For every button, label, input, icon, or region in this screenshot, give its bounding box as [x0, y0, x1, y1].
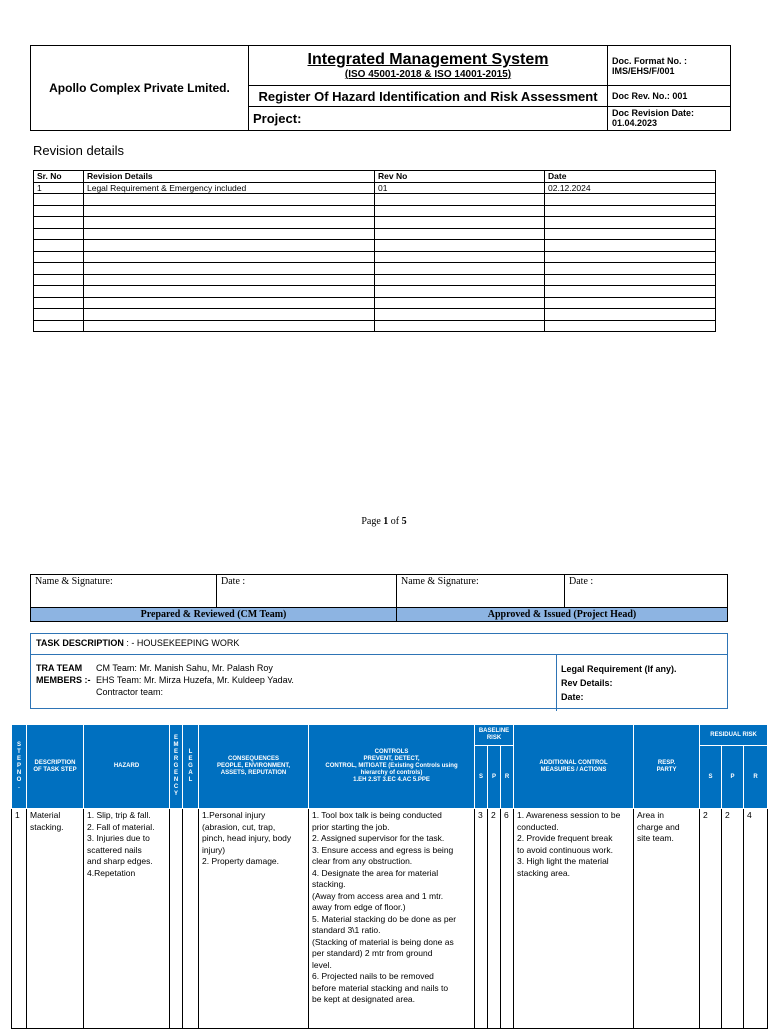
team-label-line-1: TRA TEAM	[36, 663, 83, 673]
team-label-line-2: MEMBERS :-	[36, 675, 91, 685]
empty-cell	[375, 263, 545, 275]
empty-cell	[34, 286, 84, 298]
table-row-empty	[34, 194, 716, 206]
cell-legal	[183, 809, 199, 1029]
empty-cell	[545, 251, 716, 263]
team-members-label	[36, 662, 91, 686]
empty-cell	[545, 320, 716, 332]
company-name: Apollo Complex Private Lmited.	[31, 46, 249, 131]
cell-step-no: 1	[12, 809, 27, 1029]
empty-cell	[34, 240, 84, 252]
header-baseline-s: S	[475, 746, 488, 809]
col-rev-no: Rev No	[375, 171, 545, 183]
empty-cell	[375, 240, 545, 252]
cell-additional-controls: 1. Awareness session to be conducted. 2. Provide frequent break to avoid continuous work. 3. High light the material stacking area.	[514, 809, 634, 1029]
empty-cell	[545, 309, 716, 321]
header-controls: CONTROLS PREVENT, DETECT, CONTROL, MITIGATE (Existing Controls using hierarchy of controls) 1.EH 2.ST 3.EC 4.AC 5.PPE	[309, 725, 475, 809]
cell-residual-s: 2	[700, 809, 722, 1029]
approved-issued-label: Approved & Issued (Project Head)	[397, 608, 728, 622]
table-row-empty	[34, 240, 716, 252]
cell-description: Material stacking.	[27, 809, 84, 1029]
doc-rev-date-value: 01.04.2023	[612, 118, 658, 129]
empty-cell	[84, 274, 375, 286]
ims-title-cell	[249, 46, 608, 86]
table-row	[34, 182, 716, 194]
header-legal: L E G A L	[183, 725, 199, 809]
page-indicator	[0, 516, 768, 527]
empty-cell	[84, 194, 375, 206]
empty-cell	[84, 297, 375, 309]
document-header	[30, 45, 731, 131]
cm-team: CM Team: Mr. Manish Sahu, Mr. Palash Roy	[96, 663, 273, 673]
page-word: Page	[361, 516, 381, 527]
empty-cell	[375, 228, 545, 240]
col-sr-no: Sr. No	[34, 171, 84, 183]
empty-cell	[375, 251, 545, 263]
rev-details-label: Rev Details:	[561, 678, 613, 688]
cell-hazard: 1. Slip, trip & fall. 2. Fall of material. 3. Injuries due to scattered nails and sharp edges. 4.Repetation	[84, 809, 170, 1029]
prepared-name-signature: Name & Signature:	[31, 575, 217, 608]
empty-cell	[34, 194, 84, 206]
cell-controls: 1. Tool box talk is being conducted prior starting the job. 2. Assigned supervisor for the task. 3. Ensure access and egress is being clear from any obstruction. 4. Designate the area for material stacking. (Away from access area and 1 mtr. away from edge of floor.) 5. Material stacking do be done as per standard 3\1 ratio. (Stacking of material is being done as per standard) 2 mtr from ground level. 6. Projected nails to be removed before material stacking and nails to be kept at designated area.	[309, 809, 475, 1029]
empty-cell	[84, 205, 375, 217]
empty-cell	[34, 228, 84, 240]
empty-cell	[375, 309, 545, 321]
table-row-empty	[34, 286, 716, 298]
page-total: 5	[401, 516, 407, 527]
table-row-empty	[34, 297, 716, 309]
cell-emergency	[170, 809, 183, 1029]
doc-rev-date-label: Doc Revision Date:	[612, 108, 695, 119]
task-divider	[556, 655, 557, 711]
cell-baseline-r: 6	[501, 809, 514, 1029]
signoff-table	[30, 574, 728, 622]
table-row-empty	[34, 263, 716, 275]
table-row-empty	[34, 228, 716, 240]
cell-rev-no: 01	[375, 182, 545, 194]
header-baseline-risk: BASELINE RISK	[475, 725, 514, 746]
header-emergency: E M E R G E N C Y	[170, 725, 183, 809]
task-description-value: : - HOUSEKEEPING WORK	[123, 638, 240, 648]
empty-cell	[34, 309, 84, 321]
empty-cell	[84, 251, 375, 263]
ims-subtitle: (ISO 45001-2018 & ISO 14001-2015)	[344, 68, 512, 80]
doc-format-value: IMS/EHS/F/001	[612, 65, 675, 76]
cell-revision-details: Legal Requirement & Emergency included	[84, 182, 375, 194]
task-description-label: TASK DESCRIPTION	[36, 638, 124, 648]
task-description-box	[30, 633, 728, 709]
table-row	[12, 809, 768, 1029]
empty-cell	[34, 297, 84, 309]
empty-cell	[34, 251, 84, 263]
revision-heading: Revision details	[33, 143, 125, 158]
page-current: 1	[383, 516, 389, 527]
empty-cell	[375, 205, 545, 217]
empty-cell	[84, 228, 375, 240]
col-revision-details: Revision Details	[84, 171, 375, 183]
empty-cell	[545, 194, 716, 206]
header-residual-r: R	[744, 746, 768, 809]
empty-cell	[545, 240, 716, 252]
empty-cell	[545, 263, 716, 275]
empty-cell	[84, 320, 375, 332]
cell-baseline-s: 3	[475, 809, 488, 1029]
empty-cell	[375, 217, 545, 229]
empty-cell	[34, 217, 84, 229]
table-row-empty	[34, 205, 716, 217]
team-members-list	[96, 662, 294, 698]
doc-format-cell	[608, 46, 731, 86]
header-step-no: S T E P N O .	[12, 725, 27, 809]
header-hazard: HAZARD	[84, 725, 170, 809]
empty-cell	[375, 194, 545, 206]
header-additional-controls: ADDITIONAL CONTROL MEASURES / ACTIONS	[514, 725, 634, 809]
cell-baseline-p: 2	[488, 809, 501, 1029]
cell-resp-party: Area in charge and site team.	[634, 809, 700, 1029]
empty-cell	[545, 228, 716, 240]
empty-cell	[34, 274, 84, 286]
empty-cell	[84, 240, 375, 252]
approved-name-signature: Name & Signature:	[397, 575, 565, 608]
cell-consequences: 1.Personal injury (abrasion, cut, trap, pinch, head injury, body injury) 2. Property damage.	[199, 809, 309, 1029]
empty-cell	[375, 320, 545, 332]
legal-requirement-block	[561, 662, 677, 704]
approved-date: Date :	[565, 575, 728, 608]
revision-table	[33, 170, 716, 332]
team-members-section	[31, 655, 727, 707]
header-residual-p: P	[722, 746, 744, 809]
legal-requirement-label: Legal Requirement (If any).	[561, 664, 677, 674]
empty-cell	[84, 309, 375, 321]
header-baseline-p: P	[488, 746, 501, 809]
empty-cell	[34, 263, 84, 275]
empty-cell	[545, 297, 716, 309]
project-label: Project:	[249, 106, 608, 130]
empty-cell	[545, 274, 716, 286]
empty-cell	[375, 297, 545, 309]
doc-rev-date-cell	[608, 106, 731, 130]
empty-cell	[84, 286, 375, 298]
table-row-empty	[34, 274, 716, 286]
empty-cell	[34, 205, 84, 217]
table-row-empty	[34, 309, 716, 321]
prepared-date: Date :	[217, 575, 397, 608]
empty-cell	[545, 205, 716, 217]
ims-title: Integrated Management System	[307, 50, 549, 68]
header-residual-risk: RESIDUAL RISK	[700, 725, 768, 746]
empty-cell	[84, 217, 375, 229]
header-description: DESCRIPTION OF TASK STEP	[27, 725, 84, 809]
empty-cell	[84, 263, 375, 275]
doc-format-label: Doc. Format No. :	[612, 55, 688, 66]
cell-residual-p: 2	[722, 809, 744, 1029]
table-row-empty	[34, 217, 716, 229]
header-consequences: CONSEQUENCES PEOPLE, ENVIRONMENT, ASSETS, REPUTATION	[199, 725, 309, 809]
hazard-risk-table	[11, 724, 768, 1029]
prepared-reviewed-label: Prepared & Reviewed (CM Team)	[31, 608, 397, 622]
empty-cell	[34, 320, 84, 332]
task-description-line	[31, 634, 727, 655]
empty-cell	[375, 286, 545, 298]
empty-cell	[375, 274, 545, 286]
table-row-empty	[34, 251, 716, 263]
register-title: Register Of Hazard Identification and Risk Assessment	[249, 86, 608, 106]
table-row-empty	[34, 320, 716, 332]
cell-residual-r: 4	[744, 809, 768, 1029]
header-resp-party: RESP. PARTY	[634, 725, 700, 809]
task-date-label: Date:	[561, 692, 584, 702]
header-baseline-r: R	[501, 746, 514, 809]
contractor-team: Contractor team:	[96, 687, 164, 697]
empty-cell	[545, 217, 716, 229]
cell-date: 02.12.2024	[545, 182, 716, 194]
empty-cell	[545, 286, 716, 298]
col-date: Date	[545, 171, 716, 183]
cell-sr-no: 1	[34, 182, 84, 194]
ehs-team: EHS Team: Mr. Mirza Huzefa, Mr. Kuldeep Yadav.	[96, 675, 294, 685]
header-residual-s: S	[700, 746, 722, 809]
doc-rev-no: Doc Rev. No.: 001	[608, 86, 731, 106]
page-of-word: of	[390, 516, 400, 527]
